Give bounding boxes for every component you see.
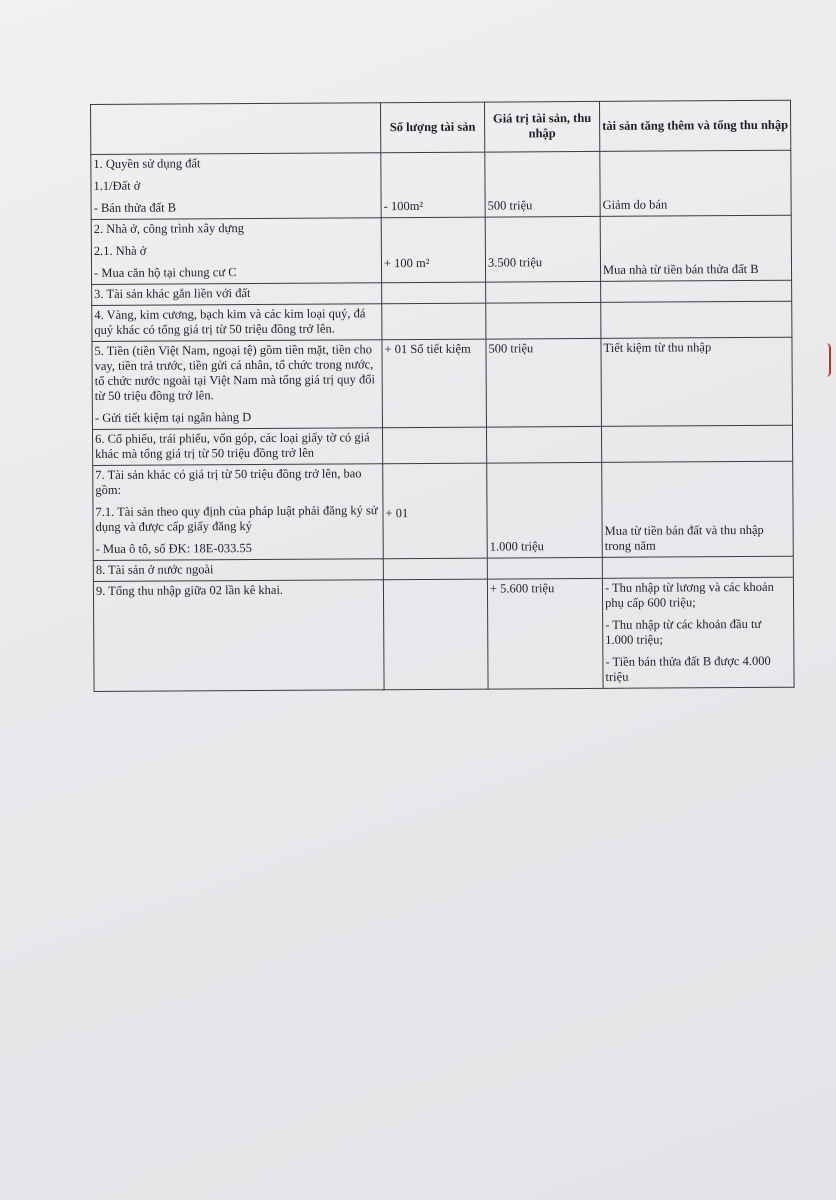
red-pen-mark <box>826 343 831 377</box>
row-text: - Bán thửa đất B <box>93 200 177 215</box>
row-text: 8. Tài sản ở nước ngoài <box>95 562 214 577</box>
row-text: 7. Tài sản khác có giá trị từ 50 triệu đồng trở lên, bao gồm: <box>95 466 362 497</box>
table-row <box>92 301 792 341</box>
row-text: 6. Cổ phiếu, trái phiếu, vốn góp, các loại giấy tờ có giá khác mà tổng giá trị từ 50 triệu đồng trở lên <box>95 430 370 461</box>
row-value: 3.500 triệu <box>485 216 600 282</box>
income-item: - Thu nhập từ các khoản đầu tư 1.000 triệu; <box>605 616 762 647</box>
row-note <box>601 301 792 338</box>
row-text: - Mua ô tô, số ĐK: 18E-033.55 <box>95 541 253 556</box>
row-description <box>92 340 383 430</box>
row-description <box>93 559 383 582</box>
row-value <box>487 557 602 579</box>
header-increase-income: tài sản tăng thêm và tổng thu nhập <box>599 100 790 151</box>
table-row <box>93 461 794 560</box>
row-text: 2.1. Nhà ở <box>93 243 147 258</box>
row-value: 500 triệu <box>485 151 600 217</box>
row-note: Mua nhà từ tiền bán thửa đất B <box>600 215 791 281</box>
row-quantity: + 100 m² <box>381 217 485 283</box>
row-note <box>601 425 792 462</box>
row-note <box>601 280 792 302</box>
row-quantity <box>382 282 486 304</box>
row-text: 5. Tiền (tiền Việt Nam, ngoại tệ) gồm tiền mặt, tiền cho vay, tiền trả trước, tiền gửi cá nhân, tổ chức trong nước, tổ chức nước ngoài tại Việt Nam mà tổng giá trị quy đổi từ 50 triệu đồng trở lên. <box>94 342 375 403</box>
declaration-sheet <box>90 100 794 692</box>
row-description <box>93 464 384 561</box>
row-note: Giảm do bán <box>600 150 791 216</box>
row-quantity: - 100m² <box>381 152 485 218</box>
row-description <box>92 304 382 342</box>
table-header-row <box>91 100 791 154</box>
row-text: 1. Quyền sử dụng đất <box>93 156 201 171</box>
row-description <box>92 283 382 306</box>
row-description <box>91 153 381 220</box>
row-quantity <box>383 558 487 580</box>
income-item: - Tiền bán thửa đất B được 4.000 triệu <box>605 653 771 684</box>
header-quantity: Số lượng tài sản <box>380 102 484 153</box>
row-note <box>602 577 794 688</box>
row-value <box>486 426 601 463</box>
row-note <box>602 556 793 578</box>
table-row <box>92 337 793 429</box>
row-text: 2. Nhà ở, công trình xây dựng <box>93 221 244 236</box>
table-row <box>93 577 794 691</box>
asset-declaration-table <box>90 100 795 692</box>
row-note: Tiết kiệm từ thu nhập <box>601 337 793 426</box>
row-description <box>93 580 384 692</box>
row-note: Mua từ tiền bán đất và thu nhập trong năm <box>602 461 794 557</box>
row-text: 3. Tài sản khác gắn liền với đất <box>94 286 251 301</box>
row-value: 1.000 triệu <box>487 462 603 558</box>
income-item: - Thu nhập từ lương và các khoản phụ cấp 600 triệu; <box>604 579 774 610</box>
row-quantity <box>382 427 486 464</box>
row-description <box>91 218 381 285</box>
row-quantity: + 01 Sổ tiết kiệm <box>382 339 487 428</box>
row-value: + 5.600 triệu <box>487 578 603 689</box>
table-row <box>91 150 791 219</box>
row-value: 500 triệu <box>486 338 602 427</box>
row-value <box>486 302 601 339</box>
row-text: 7.1. Tài sản theo quy định của pháp luật phải đăng ký sử dụng và được cấp giấy đăng ký <box>95 503 378 534</box>
row-text: - Gửi tiết kiệm tại ngân hàng D <box>94 410 252 425</box>
row-quantity <box>383 579 488 690</box>
table-row <box>92 425 792 465</box>
header-value: Giá trị tài sản, thu nhập <box>484 101 599 152</box>
table-row <box>91 215 791 284</box>
row-text: 9. Tổng thu nhập giữa 02 lần kê khai. <box>95 582 284 598</box>
row-text: 4. Vàng, kim cương, bạch kim và các kim loại quý, đá quý khác có tổng giá trị từ 50 triệu đồng trở lên. <box>94 306 366 337</box>
row-value <box>486 281 601 303</box>
row-quantity <box>382 303 486 340</box>
row-description <box>92 428 382 466</box>
row-text: - Mua căn hộ tại chung cư C <box>93 265 237 280</box>
header-category <box>91 103 381 155</box>
row-text: 1.1/Đất ở <box>93 178 141 193</box>
row-quantity: + 01 <box>383 463 488 559</box>
